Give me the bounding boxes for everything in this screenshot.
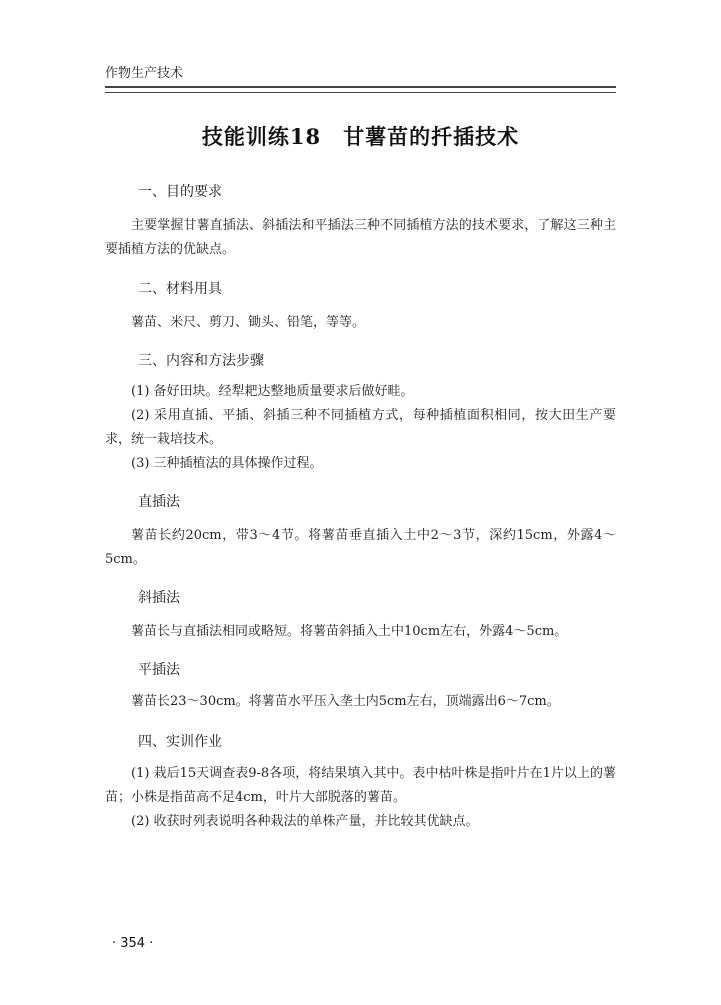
assignment-step-1: (1) 栽后15天调查表9-8各项，将结果填入其中。表中枯叶株是指叶片在1片以上的薯苗；小株是指苗高不足4cm，叶片大部脱落的薯苗。	[105, 766, 616, 805]
procedure-step-1: (1) 备好田块。经犁耙达整地质量要求后做好畦。	[131, 384, 414, 399]
section-heading-assignment: 四、实训作业	[138, 734, 222, 750]
method-heading-vertical: 直插法	[138, 494, 180, 510]
assignment-step-2: (2) 收获时列表说明各种栽法的单株产量，并比较其优缺点。	[131, 814, 479, 829]
header-rule-thin	[105, 92, 616, 93]
procedure-step-2: (2) 采用直插、平插、斜插三种不同插植方式，每种插植面积相同，按大田生产要求，统一栽培技术。	[105, 408, 616, 447]
method-oblique-paragraph: 薯苗长与直插法相同或略短。将薯苗斜插入土中10cm左右，外露4～5cm。	[131, 624, 568, 639]
materials-paragraph: 薯苗、米尺、剪刀、锄头、铅笔，等等。	[131, 315, 366, 330]
section-heading-materials: 二、材料用具	[138, 281, 222, 297]
header-rule-thick	[105, 86, 616, 88]
method-vertical-paragraph: 薯苗长约20cm，带3～4节。将薯苗垂直插入土中2～3节，深约15cm，外露4～5cm。	[105, 528, 616, 567]
section-heading-objectives: 一、目的要求	[138, 184, 222, 200]
method-heading-horizontal: 平插法	[138, 662, 180, 678]
procedure-step-3: (3) 三种插植法的具体操作过程。	[131, 456, 323, 471]
page-number: · 354 ·	[112, 936, 154, 951]
method-horizontal-paragraph: 薯苗长23～30cm。将薯苗水平压入垄土内5cm左右，顶端露出6～7cm。	[131, 694, 560, 709]
page-title: 技能训练18 甘薯苗的扦插技术	[201, 124, 520, 149]
method-heading-oblique: 斜插法	[138, 590, 180, 606]
running-head: 作物生产技术	[105, 66, 184, 81]
objectives-paragraph: 主要掌握甘薯直插法、斜插法和平插法三种不同插植方法的技术要求，了解这三种主要插植方法的优缺点。	[105, 218, 616, 257]
section-heading-procedure: 三、内容和方法步骤	[138, 353, 264, 369]
